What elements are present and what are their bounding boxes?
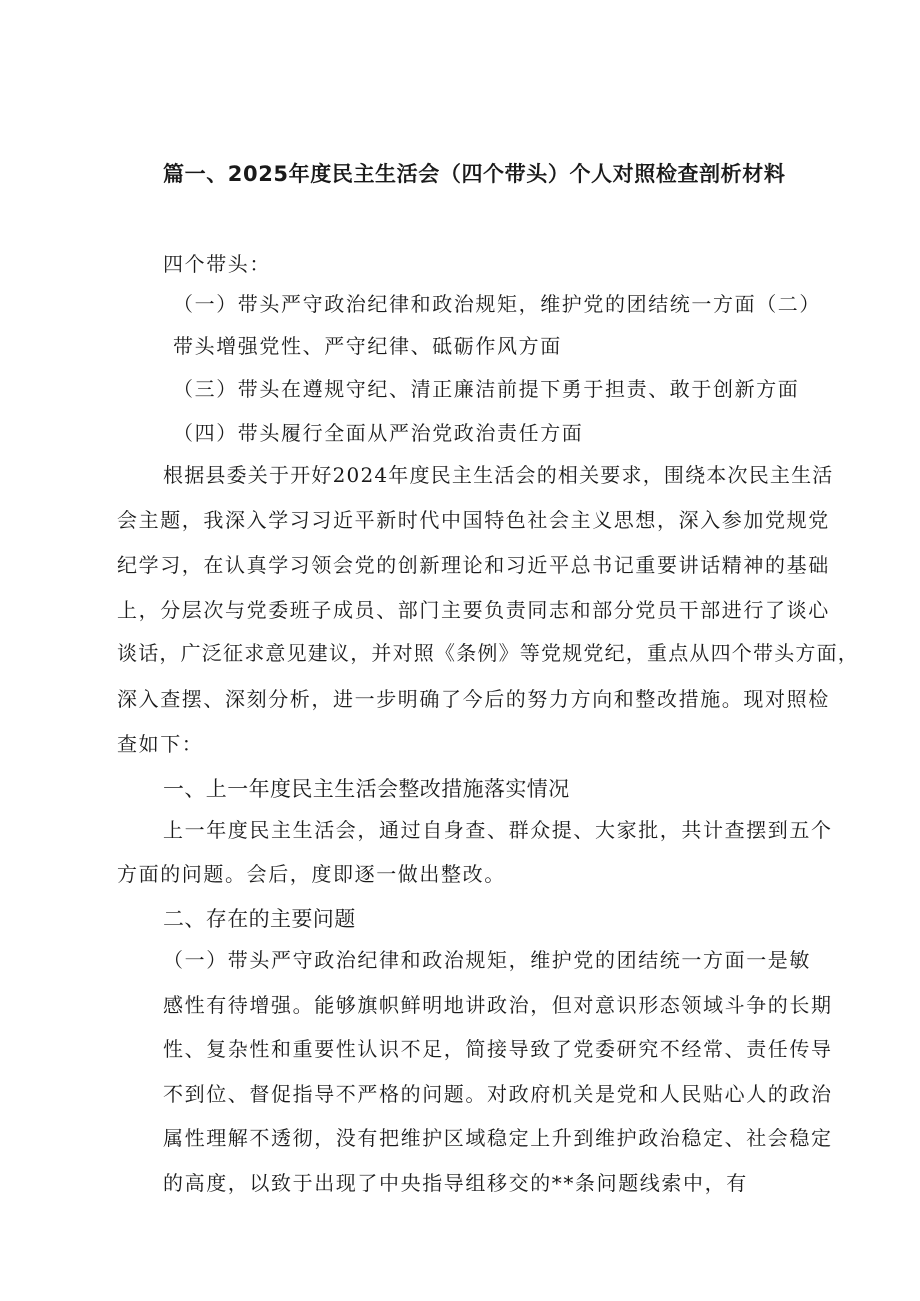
section2-line: （一）带头严守政治纪律和政治规矩，维护党的团结统一方面一是敏 [163,948,811,972]
section2-line: 的高度，以致于出现了中央指导组移交的**条问题线索中，有 [163,1171,748,1195]
intro-line: 谈话，广泛征求意见建议，并对照《条例》等党规党纪，重点从四个带头方面， [117,641,859,665]
document-title: 篇一、2025年度民主生活会（四个带头）个人对照检查剖析材料 [163,162,786,186]
four-heads-item: 带头增强党性、严守纪律、砥砺作风方面 [173,334,562,358]
section1-line: 上一年度民主生活会，通过自身查、群众提、大家批，共计查摆到五个 [163,818,833,842]
section-heading: 一、上一年度民主生活会整改措施落实情况 [163,777,570,801]
four-heads-item: （三）带头在遵规守纪、清正廉洁前提下勇于担责、敢于创新方面 [173,377,800,401]
section1-line: 方面的问题。会后，度即逐一做出整改。 [117,862,506,886]
section-heading: 二、存在的主要问题 [163,907,356,931]
four-heads-label: 四个带头： [163,252,271,276]
section2-line: 性、复杂性和重要性认识不足，简接导致了党委研究不经常、责任传导 [163,1037,833,1061]
intro-line: 查如下： [117,732,204,756]
four-heads-item: （一）带头严守政治纪律和政治规矩，维护党的团结统一方面（二） [173,292,821,316]
section2-line: 感性有待增强。能够旗帜鲜明地讲政治，但对意识形态领域斗争的长期 [163,993,833,1017]
intro-line: 会主题，我深入学习习近平新时代中国特色社会主义思想，深入参加党规党 [117,508,830,532]
section2-line: 不到位、督促指导不严格的问题。对政府机关是党和人民贴心人的政治 [163,1082,833,1106]
section2-line: 属性理解不透彻，没有把维护区域稳定上升到维护政治稳定、社会稳定 [163,1126,833,1150]
intro-line: 根据县委关于开好2024年度民主生活会的相关要求，围绕本次民主生活 [163,463,834,487]
four-heads-item: （四）带头履行全面从严治党政治责任方面 [173,421,584,445]
intro-line: 深入查摆、深刻分析，进一步明确了今后的努力方向和整改措施。现对照检 [117,687,830,711]
intro-line: 纪学习，在认真学习领会党的创新理论和习近平总书记重要讲话精神的基础 [117,553,830,577]
intro-line: 上，分层次与党委班子成员、部门主要负责同志和部分党员干部进行了谈心 [117,598,830,622]
